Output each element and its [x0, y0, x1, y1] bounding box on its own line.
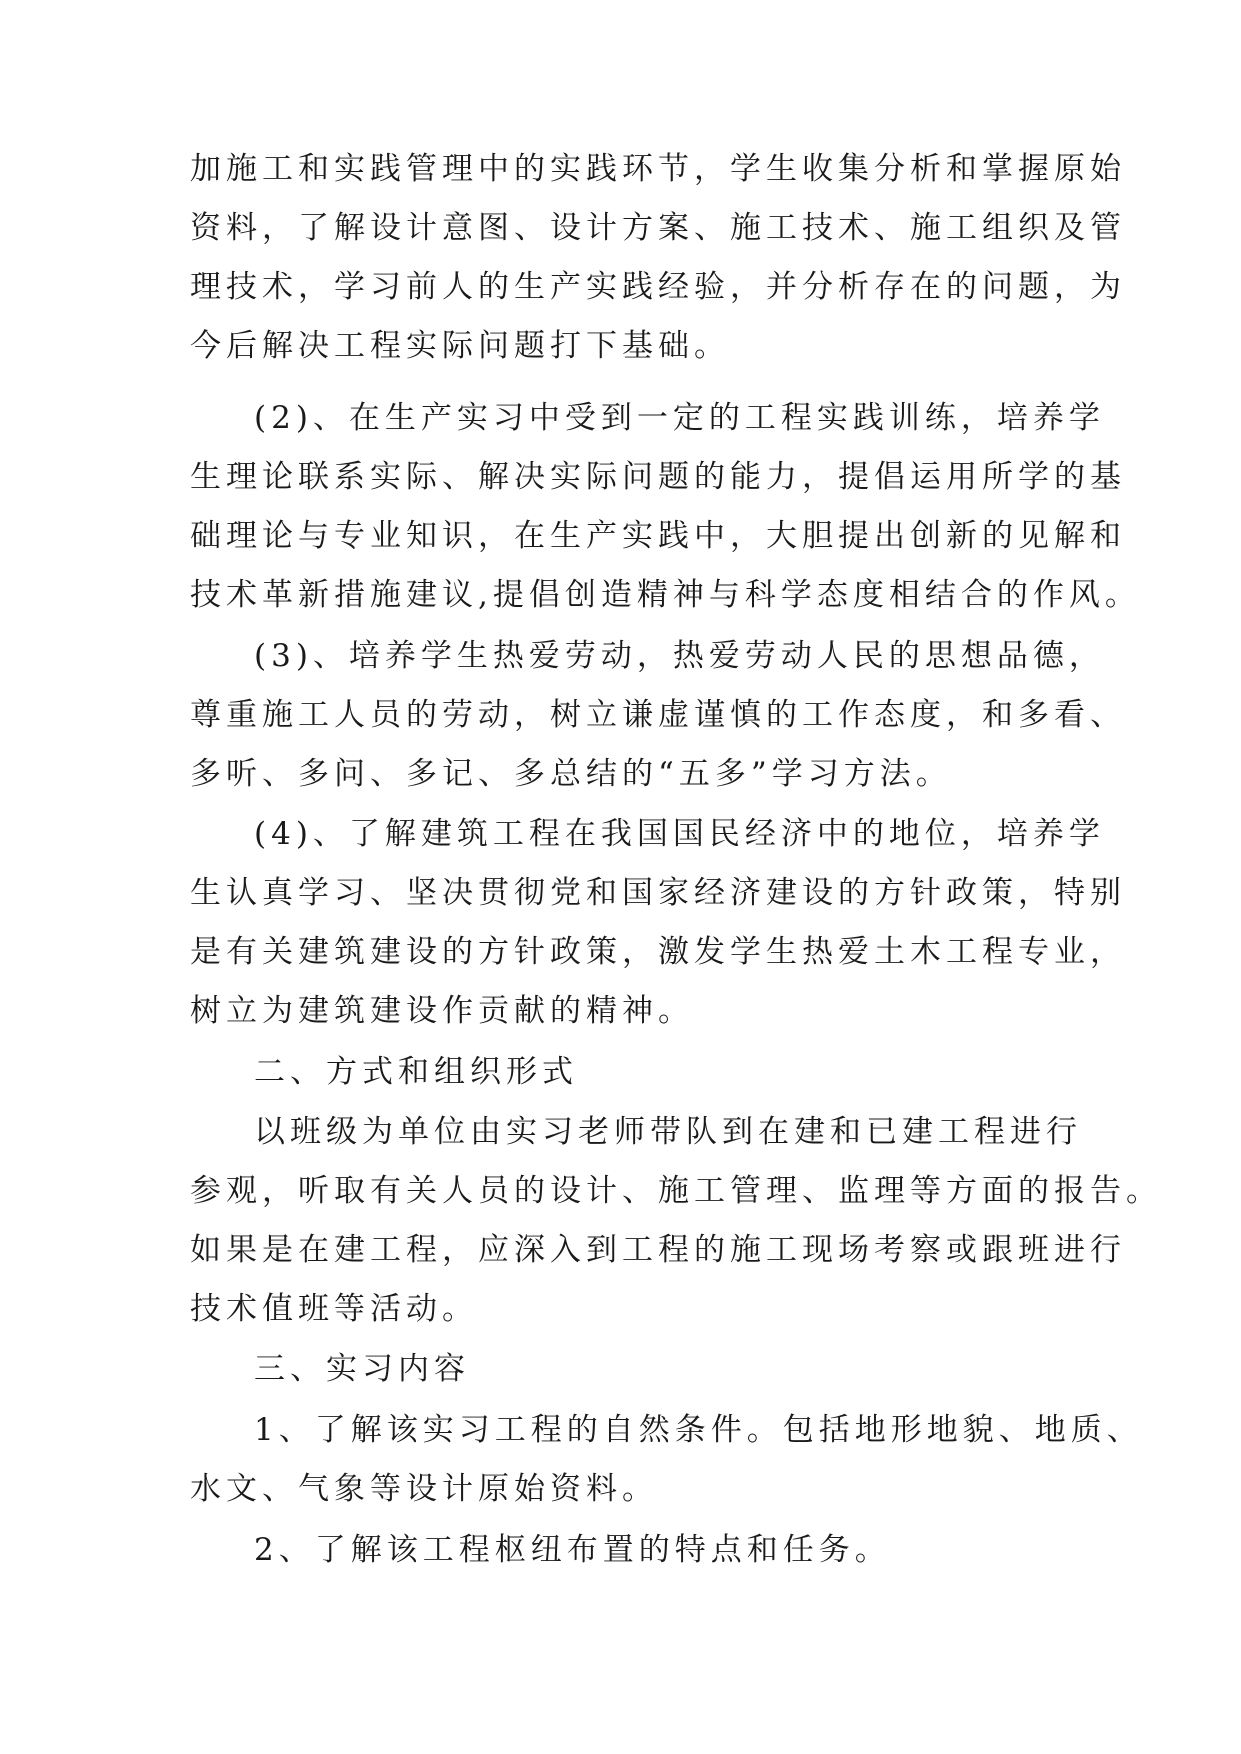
- text-line: 技术值班等活动。: [190, 1291, 478, 1327]
- text-line: 如果是在建工程，应深入到工程的施工现场考察或跟班进行: [190, 1232, 1126, 1268]
- text-line: 多听、多问、多记、多总结的“五多”学习方法。: [190, 756, 952, 792]
- text-line: 加施工和实践管理中的实践环节，学生收集分析和掌握原始: [190, 151, 1126, 187]
- section-heading: 二、方式和组织形式: [254, 1054, 578, 1090]
- paragraph-start-line: (4)、了解建筑工程在我国国民经济中的地位，培养学: [254, 816, 1105, 852]
- text-line: 参观，听取有关人员的设计、施工管理、监理等方面的报告。: [190, 1173, 1162, 1209]
- text-line: 水文、气象等设计原始资料。: [190, 1471, 658, 1507]
- text-line: 理技术，学习前人的生产实践经验，并分析存在的问题，为: [190, 269, 1126, 305]
- text-line: 树立为建筑建设作贡献的精神。: [190, 993, 694, 1029]
- text-line: 是有关建筑建设的方针政策，激发学生热爱土木工程专业，: [190, 934, 1126, 970]
- text-line: 生认真学习、坚决贯彻党和国家经济建设的方针政策，特别: [190, 875, 1126, 911]
- text-line: 资料，了解设计意图、设计方案、施工技术、施工组织及管: [190, 210, 1126, 246]
- paragraph-start-line: (3)、培养学生热爱劳动，热爱劳动人民的思想品德，: [254, 638, 1105, 674]
- paragraph-start-line: 以班级为单位由实习老师带队到在建和已建工程进行: [254, 1114, 1082, 1150]
- paragraph-start-line: 1、了解该实习工程的自然条件。包括地形地貌、地质、: [254, 1412, 1143, 1448]
- text-line: 尊重施工人员的劳动，树立谦虚谨慎的工作态度，和多看、: [190, 697, 1126, 733]
- text-line: 今后解决工程实际问题打下基础。: [190, 328, 730, 364]
- text-line: 础理论与专业知识，在生产实践中，大胆提出创新的见解和: [190, 518, 1126, 554]
- paragraph-start-line: 2、了解该工程枢纽布置的特点和任务。: [254, 1532, 891, 1568]
- text-line: 生理论联系实际、解决实际问题的能力，提倡运用所学的基: [190, 459, 1126, 495]
- paragraph-start-line: (2)、在生产实习中受到一定的工程实践训练，培养学: [254, 400, 1105, 436]
- section-heading: 三、实习内容: [254, 1351, 470, 1387]
- text-line: 技术革新措施建议,提倡创造精神与科学态度相结合的作风。: [190, 577, 1141, 613]
